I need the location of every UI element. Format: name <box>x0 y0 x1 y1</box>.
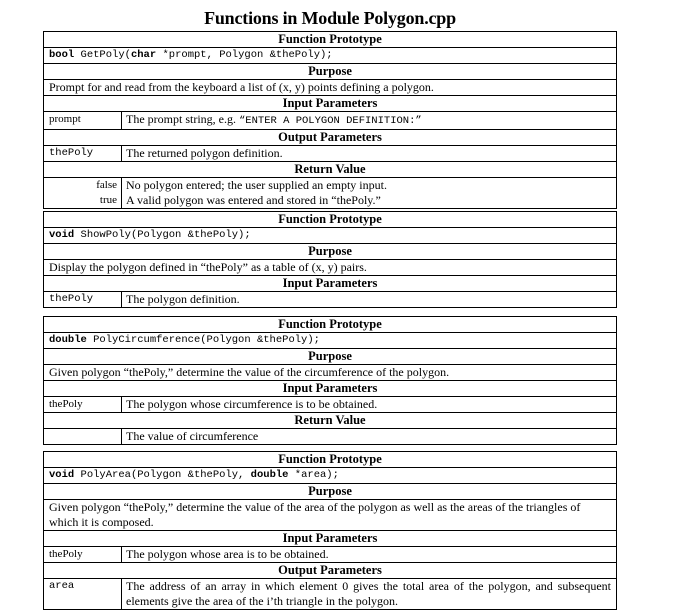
input-params-header: Input Parameters <box>282 96 378 110</box>
prototype-header: Function Prototype <box>278 212 382 226</box>
purpose-text: Given polygon “thePoly,” determine the value of the area of the polygon as well as the areas of the triangles of which it is composed. <box>49 500 581 529</box>
input-params-header: Input Parameters <box>282 276 378 290</box>
param-description: The polygon whose area is to be obtained. <box>126 547 329 561</box>
getpoly-table <box>43 31 617 209</box>
input-params-header: Input Parameters <box>282 381 378 395</box>
purpose-text: Prompt for and read from the keyboard a list of (x, y) points defining a polygon. <box>49 80 434 94</box>
param-name: thePoly <box>44 547 122 562</box>
param-name: prompt <box>44 112 122 129</box>
return-false-desc: No polygon entered; the user supplied an empty input. <box>126 178 387 192</box>
param-description: The polygon whose circumference is to be obtained. <box>126 397 378 411</box>
polycircumference-table <box>43 316 617 445</box>
return-true: true <box>99 194 117 206</box>
param-description: The address of an array in which element 0 gives the total area of the polygon, and subsequent elements give the area of the i’th triangle in the polygon. <box>126 579 611 608</box>
purpose-header: Purpose <box>308 349 352 363</box>
return-value-header: Return Value <box>294 413 366 427</box>
polyarea-table <box>43 451 617 610</box>
param-description: The returned polygon definition. <box>126 146 283 160</box>
return-true-desc: A valid polygon was entered and stored in “thePoly.” <box>126 193 381 207</box>
purpose-header: Purpose <box>308 244 352 258</box>
param-name: area <box>44 579 122 609</box>
function-prototype: double PolyCircumference(Polygon &thePoly); <box>49 334 320 346</box>
purpose-text: Given polygon “thePoly,” determine the value of the circumference of the polygon. <box>49 365 450 379</box>
prototype-header: Function Prototype <box>278 452 382 466</box>
return-description: The value of circumference <box>126 429 259 443</box>
output-params-header: Output Parameters <box>278 130 382 144</box>
param-description: The prompt string, e.g. “ENTER A POLYGON DEFINITION:” <box>126 112 422 127</box>
showpoly-table <box>43 211 617 308</box>
param-name: thePoly <box>44 146 122 161</box>
return-false: false <box>96 179 117 191</box>
return-descriptions <box>122 178 616 208</box>
return-value-header: Return Value <box>294 162 366 176</box>
function-prototype: void ShowPoly(Polygon &thePoly); <box>49 229 251 241</box>
return-values <box>44 178 122 208</box>
page-title: Functions in Module Polygon.cpp <box>204 8 456 28</box>
purpose-header: Purpose <box>308 484 352 498</box>
function-prototype: void PolyArea(Polygon &thePoly, double *area); <box>49 469 339 481</box>
function-prototype: bool GetPoly(char *prompt, Polygon &thePoly); <box>49 49 333 61</box>
input-params-header: Input Parameters <box>282 531 378 545</box>
output-params-header: Output Parameters <box>278 563 382 577</box>
purpose-header: Purpose <box>308 64 352 78</box>
param-description: The polygon definition. <box>126 292 240 306</box>
prototype-header: Function Prototype <box>278 32 382 46</box>
param-name: thePoly <box>44 292 122 307</box>
param-name-empty <box>44 429 122 444</box>
purpose-text: Display the polygon defined in “thePoly” as a table of (x, y) pairs. <box>49 260 367 274</box>
prototype-header: Function Prototype <box>278 317 382 331</box>
param-name: thePoly <box>44 397 122 412</box>
